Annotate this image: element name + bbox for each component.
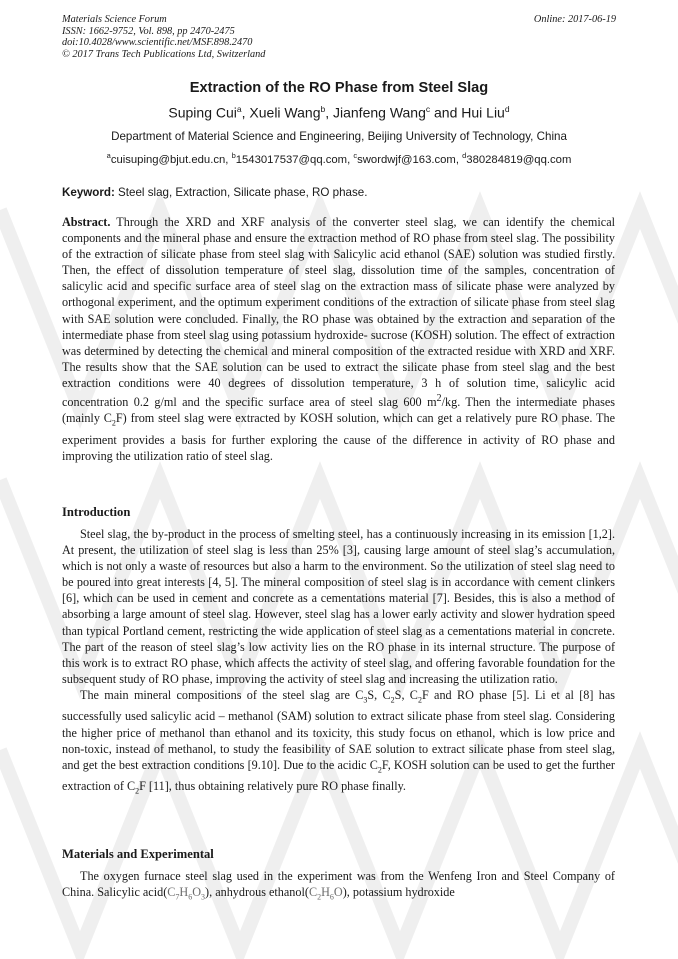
email-link[interactable]: 380284819@qq.com [466,153,572,166]
author-emails: $^a$cuisuping@bjut.edu.cn, $^b$1543017537@qq.com, $^c$swordwjf@163.com, $^d$380284819@qq.com [106,151,572,166]
journal-doi[interactable]: doi:10.4028/www.scientific.net/MSF.898.2470 [62,37,253,49]
paper-title: Extraction of the RO Phase from Steel Slag [189,80,489,96]
journal-issn: ISSN: 1662-9752, Vol. 898, pp 2470-2475 [62,25,235,37]
keyword-text: Steel slag, Extraction, Silicate phase, RO phase. [114,186,368,199]
author-name: Suping Cui [168,104,237,121]
email-link[interactable]: 1543017537@qq.com, [235,153,354,166]
author-name: Xueli Wang [249,104,321,121]
journal-copyright: © 2017 Trans Tech Publications Ltd, Switzerland [62,48,266,60]
online-date: Online: 2017-06-19 [533,14,616,25]
paragraph: Steel slag, the by-product in the process of smelting steel, has a continuously increasing in its emission [1,2]. At present, the utilization of steel slag is less than 25% [3], causing large amount of steel slag’s accumulation, which is not only a waste of resources but also a harm to the environment. So the utilization of steel slag need to be poured into great interests [4, 5]. The mineral composition of steel slag is in accordance with cement clinkers [6], which can be used in cement and concrete as a cementations material [7]. Besides, this is also a method of absorbing a large amount of steel slag. However, steel slag has a lower early activity and slower hydration speed than typical Portland cement, restricting the wide application of steel slag as a cementations material in concrete. The part of the reason of steel slag’s low activity lies on the RO phase in its internal structure. The purpose of this work is to extract RO phase, which affects the activity of steel slag, and offering favorable foundation for the subsequent study of RO phase, improving the activity of steel slag and increasing the utilization ratio. [62,527,615,686]
journal-header [62,14,265,60]
author-affil-mark: a [236,104,242,114]
author-name: Jianfeng Wang [333,104,426,121]
abstract: Abstract. Through the XRD and XRF analysis of the converter steel slag, we can identify the chemical components and the mineral phase and ensure the extraction method of RO phase from steel slag. The possibility of the extraction of silicate phase from steel slag with Salicylic acid ethanol (SAE) solution was studied firstly. Then, the effect of dissolution temperature of steel slag, dissolution time of the samples, concentration of salicylic acid and specific surface area of steel slag on the extraction mass of silicate phase were analyzed by orthogonal experiment, and the optimum experiment conditions of the extraction of silicate phase from steel slag with SAE solution were concluded. Finally, the RO phase was obtained by the extraction and separation of the intermediate phase from steel slag using potassium hydroxide- sucrose (KOSH) solution. The effect of extraction was determined by detecting the chemical and mineral composition of the extracted residue with XRD and XRF. The results show that the SAE solution can be used to extract the silicate phase from steel slag and the best extraction conditions were 40 degrees of dissolution temperature, 3 h of solution time, salicylic acid concentration 0.2 g/ml and the specific surface area of steel slag 600 $m^2/kg$. Then the intermediate phases (mainly $C_2F$) from steel slag were extracted by KOSH solution, which can get a relatively pure RO phase. The experiment provides a basis for further exploring the cause of the difference in activity of RO phase and improving the utilization ratio of steel slag. [62,215,615,463]
author-list: Suping Cui$^a$, Xueli Wang$^b$, Jianfeng Wang$^c$ and Hui Liu$^d$ [168,104,510,121]
materials-body [62,868,615,906]
keyword-label: Keyword: [62,186,115,199]
email-link[interactable]: cuisuping@bjut.edu.cn, [110,153,232,166]
chemical-formula: $C_2H_6O$ [308,885,343,902]
chemical-formula: $C_7H_6O_3$ [167,885,206,902]
email-link[interactable]: swordwjf@163.com, [357,153,463,166]
abstract-label: Abstract. [62,215,111,229]
author-affil-mark: c [425,104,431,114]
introduction-body [62,526,615,800]
paragraph: The main mineral compositions of the steel slag are $C_3S$, $C_2S$, $C_2F$ and RO phase [5]. Li et al [8] has successfully used salicylic acid – methanol (SAM) solution to extract silicate phase from steel slag. Considering the higher price of methanol than ethanol and its toxicity, this study focus on ethanol, which is low price and non-toxic, instead of methanol, to study the feasibility of SAE solution to extract silicate phase from steel slag, and get the best extraction conditions [9.10]. Due to the acidic $C_2F$, KOSH solution can be used to get the further extraction of $C_2F$ [11], thus obtaining relatively pure RO phase finally. [62,687,615,796]
author-name: Hui Liu [461,104,505,121]
author-affil-mark: d [504,104,510,114]
author-affil-mark: b [320,104,326,114]
affiliation: Department of Material Science and Engineering, Beijing University of Technology, China [111,130,567,143]
section-heading-materials: Materials and Experimental [62,847,214,861]
keywords [62,186,615,199]
section-heading-introduction: Introduction [62,505,131,519]
paragraph: The oxygen furnace steel slag used in the experiment was from the Wenfeng Iron and Steel Company of China. Salicylic $acid(C_7H_6O_3)$, anhydrous $ethanol(C_2H_6O)$, potassium hydroxide [62,869,615,902]
journal-name: Materials Science Forum [62,14,167,25]
